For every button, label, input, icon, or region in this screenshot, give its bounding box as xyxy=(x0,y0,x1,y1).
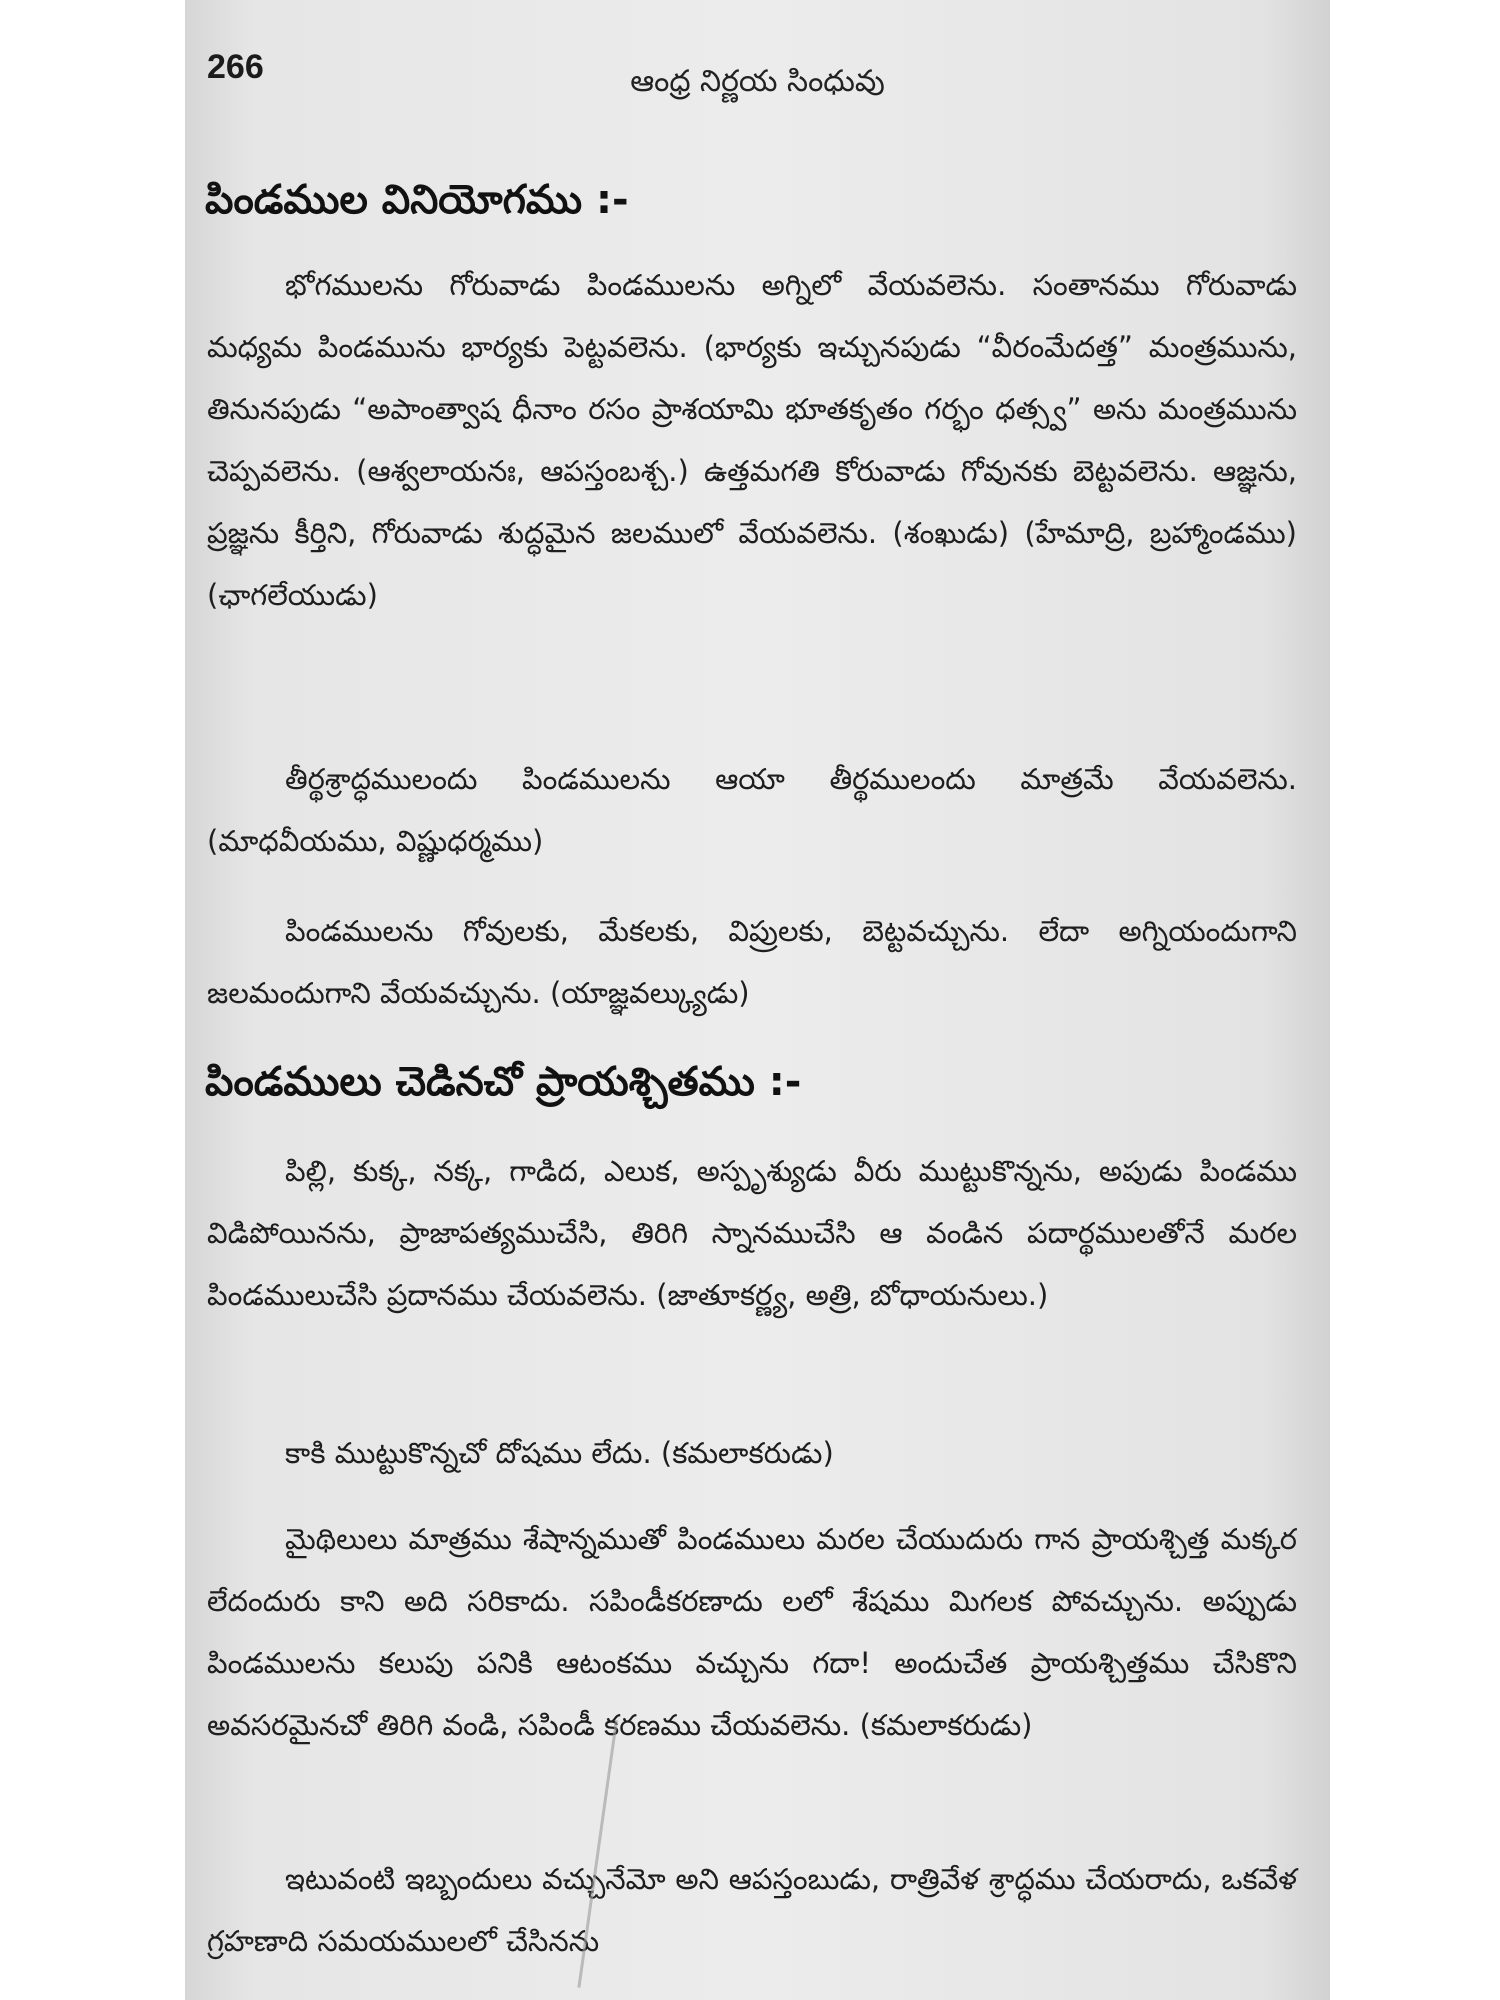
paragraph-text: భోగములను గోరువాడు పిండములను అగ్నిలో వేయవలెను. సంతానము గోరువాడు మధ్యమ పిండమును భార్యకు పెట్టవలెను. (భార్యకు ఇచ్చునపుడు “వీరంమేదత్త” మంత్రమును, తినునపుడు “అపాంత్వాష ధీనాం రసం ప్రాశయామి భూతకృతం గర్భం ధత్స్వ” అను మంత్రమును చెప్పవలెను. (ఆశ్వలాయనః, ఆపస్తంబశ్చ.) ఉత్తమగతి కోరువాడు గోవునకు బెట్టవలెను. ఆజ్ఞను, ప్రజ్ఞను కీర్తిని, గోరువాడు శుద్ధమైన జలములో వేయవలెను. (శంఖుడు) (హేమాద్రి, బ్రహ్మాండము) (ఛాగలేయుడు) xyxy=(207,268,1298,612)
paragraph-text: తీర్థశ్రాద్ధములందు పిండములను ఆయా తీర్థములందు మాత్రమే వేయవలెను. (మాధవీయము, విష్ణుధర్మము) xyxy=(207,762,1297,858)
paragraph xyxy=(207,748,1297,872)
paragraph xyxy=(207,1508,1297,1756)
paragraph xyxy=(207,1140,1297,1326)
paragraph-text: మైథిలులు మాత్రము శేషాన్నముతో పిండములు మరల చేయుదురు గాన ప్రాయశ్చిత్త మక్కర లేదందురు కాని అది సరికాదు. సపిండీకరణాదు లలో శేషము మిగలక పోవచ్చును. అప్పుడు పిండములను కలుపు పనికి ఆటంకము వచ్చును గదా! అందుచేత ప్రాయశ్చిత్తము చేసికొని అవసరమైనచో తిరిగి వండి, సపిండీ కరణము చేయవలెను. (కమలాకరుడు) xyxy=(207,1522,1297,1742)
paragraph xyxy=(207,1848,1297,1972)
page-number: 266 xyxy=(207,48,264,86)
paragraph-text: పిల్లి, కుక్క, నక్క, గాడిద, ఎలుక, అస్పృశ్యుడు వీరు ముట్టుకొన్నను, అపుడు పిండము విడిపోయినను, ప్రాజాపత్యముచేసి, తిరిగి స్నానముచేసి ఆ వండిన పదార్థములతోనే మరల పిండములుచేసి ప్రదానము చేయవలెను. (జాతూకర్ణ్య, అత్రి, బోధాయనులు.) xyxy=(207,1154,1297,1312)
paragraph-text: పిండములను గోవులకు, మేకలకు, విప్రులకు, బెట్టవచ్చును. లేదా అగ్నియందుగాని జలమందుగాని వేయవచ్చును. (యాజ్ఞవల్క్యుడు) xyxy=(207,914,1297,1010)
paragraph-text: ఇటువంటి ఇబ్బందులు వచ్చునేమో అని ఆపస్తంబుడు, రాత్రివేళ శ్రాద్ధము చేయరాదు, ఒకవేళ గ్రహణాది సమయములలో చేసినను xyxy=(207,1862,1297,1958)
running-title: ఆంధ్ర నిర్ణయ సింధువు xyxy=(630,64,885,99)
paragraph xyxy=(207,900,1297,1024)
paragraph xyxy=(207,254,1297,626)
section-heading-usage: పిండముల వినియోగము :- xyxy=(205,177,629,223)
paragraph-text: కాకి ముట్టుకొన్నచో దోషము లేదు. (కమలాకరుడు) xyxy=(285,1436,834,1470)
paragraph xyxy=(207,1422,1297,1484)
scanned-page xyxy=(185,0,1330,2000)
section-heading-atonement: పిండములు చెడినచో ప్రాయశ్చితము :- xyxy=(205,1059,802,1105)
